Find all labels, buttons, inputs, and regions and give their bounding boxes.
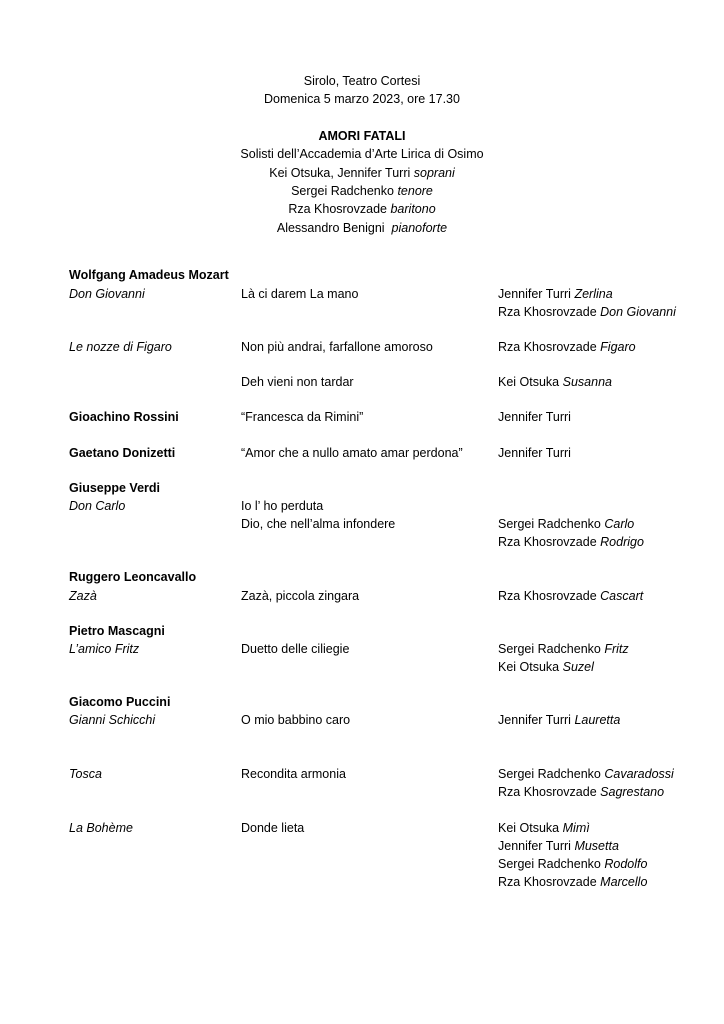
program-row [0,819,724,837]
opera-title: Le nozze di Figaro [69,340,172,354]
program-row [0,533,724,551]
composer-name: Pietro Mascagni [69,624,165,638]
role-name: Lauretta [574,713,621,727]
program-row [0,658,724,676]
cast-entry [498,408,571,426]
piece-title: Io l’ ho perduta [241,499,324,513]
cast-entry [498,587,643,605]
program-row [0,285,724,303]
venue-line: Sirolo, Teatro Cortesi [303,74,421,88]
performer-name: Kei Otsuka [498,660,560,674]
opera-title: Tosca [69,767,102,781]
composer-name: Giuseppe Verdi [69,481,161,495]
program-row [0,303,724,321]
opera-title: Gianni Schicchi [69,713,156,727]
concert-title: AMORI FATALI [318,128,406,143]
opera-title: Don Giovanni [69,287,145,301]
artist-names: Kei Otsuka, Jennifer Turri [269,165,411,180]
role-name: Zerlina [574,287,613,301]
role-name: Figaro [600,340,636,354]
program-row [0,783,724,801]
piece-title: Duetto delle ciliegie [241,642,350,656]
program-row [0,587,724,605]
program-row [0,373,724,391]
performer-name: Rza Khosrovzade [498,875,597,889]
performer-name: Rza Khosrovzade [498,305,597,319]
opera-title: Don Carlo [69,499,126,513]
program-row [0,640,724,658]
role-name: Rodrigo [600,535,644,549]
piece-title: Dio, che nell’alma infondere [241,517,396,531]
program-row [0,693,724,711]
cast-entry [498,338,636,356]
program-row [0,408,724,426]
cast-entry [498,765,674,783]
piece-title: Non più andrai, farfallone amoroso [241,340,433,354]
role-name: Musetta [574,839,619,853]
piece-title: Zazà, piccola zingara [241,589,360,603]
role-name: Fritz [604,642,629,656]
performer-name: Jennifer Turri [498,713,571,727]
cast-entry [498,855,647,873]
opera-title: L’amico Fritz [69,642,140,656]
program-row [0,568,724,586]
artist-names: Rza Khosrovzade [288,202,387,217]
cast-entry [498,303,676,321]
cast-entry [498,533,644,551]
piece-title: Donde lieta [241,821,305,835]
program-row [0,497,724,515]
piece-title: Deh vieni non tardar [241,375,354,389]
program-row [0,515,724,533]
program-row [0,711,724,729]
program-row [0,622,724,640]
piece-title: “Francesca da Rimini” [241,410,364,424]
performer-name: Jennifer Turri [498,410,571,424]
piece-title: Recondita armonia [241,767,346,781]
performer-name: Jennifer Turri [498,287,571,301]
program-row [0,266,724,284]
program-row [0,873,724,891]
performer-name: Jennifer Turri [498,839,571,853]
cast-entry [498,711,620,729]
artist-names: Sergei Radchenko [291,184,394,199]
role-name: Cascart [600,589,644,603]
performer-name: Sergei Radchenko [498,857,601,871]
performer-name: Kei Otsuka [498,375,560,389]
role-name: Sagrestano [600,785,665,799]
program-row [0,338,724,356]
performer-name: Sergei Radchenko [498,767,601,781]
composer-name: Ruggero Leoncavallo [69,570,197,584]
cast-entry [498,819,590,837]
cast-entry [498,873,647,891]
performer-name: Jennifer Turri [498,446,571,460]
cast-entry [498,285,613,303]
cast-entry [498,373,612,391]
role-name: Marcello [600,875,648,889]
performer-name: Sergei Radchenko [498,642,601,656]
program-row [0,765,724,783]
performer-name: Rza Khosrovzade [498,589,597,603]
cast-entry [498,658,594,676]
artist-names: Alessandro Benigni [276,220,385,235]
program-row [0,444,724,462]
composer-name: Giacomo Puccini [69,695,171,709]
performer-name: Kei Otsuka [498,821,560,835]
role-name: Carlo [604,517,635,531]
program-row [0,855,724,873]
opera-title: Zazà [69,589,97,603]
performer-name: Rza Khosrovzade [498,340,597,354]
composer-name: Gioachino Rossini [69,410,179,424]
performer-name: Rza Khosrovzade [498,785,597,799]
role-name: Mimì [562,821,590,835]
cast-entry [498,444,571,462]
cast-entry [498,515,634,533]
piece-title: Là ci darem La mano [241,287,359,301]
role-name: Susanna [562,375,612,389]
artist-voice: baritono [390,202,436,217]
program-row [0,479,724,497]
composer-name: Gaetano Donizetti [69,446,176,460]
role-name: Rodolfo [604,857,648,871]
program-row [0,837,724,855]
cast-entry [498,640,629,658]
cast-entry [498,837,619,855]
performer-name: Rza Khosrovzade [498,535,597,549]
role-name: Suzel [562,660,594,674]
role-name: Don Giovanni [600,305,676,319]
date-line: Domenica 5 marzo 2023, ore 17.30 [264,92,460,107]
concert-subtitle: Solisti dell’Accademia d’Arte Lirica di Osimo [240,147,484,162]
composer-name: Wolfgang Amadeus Mozart [69,268,229,282]
artist-voice: pianoforte [391,220,448,235]
cast-entry [498,783,664,801]
role-name: Cavaradossi [604,767,674,781]
artist-voice: soprani [413,165,455,180]
piece-title: O mio babbino caro [241,713,351,727]
artist-voice: tenore [397,184,433,199]
opera-title: La Bohème [69,821,133,835]
performer-name: Sergei Radchenko [498,517,601,531]
piece-title: “Amor che a nullo amato amar perdona” [241,446,463,460]
